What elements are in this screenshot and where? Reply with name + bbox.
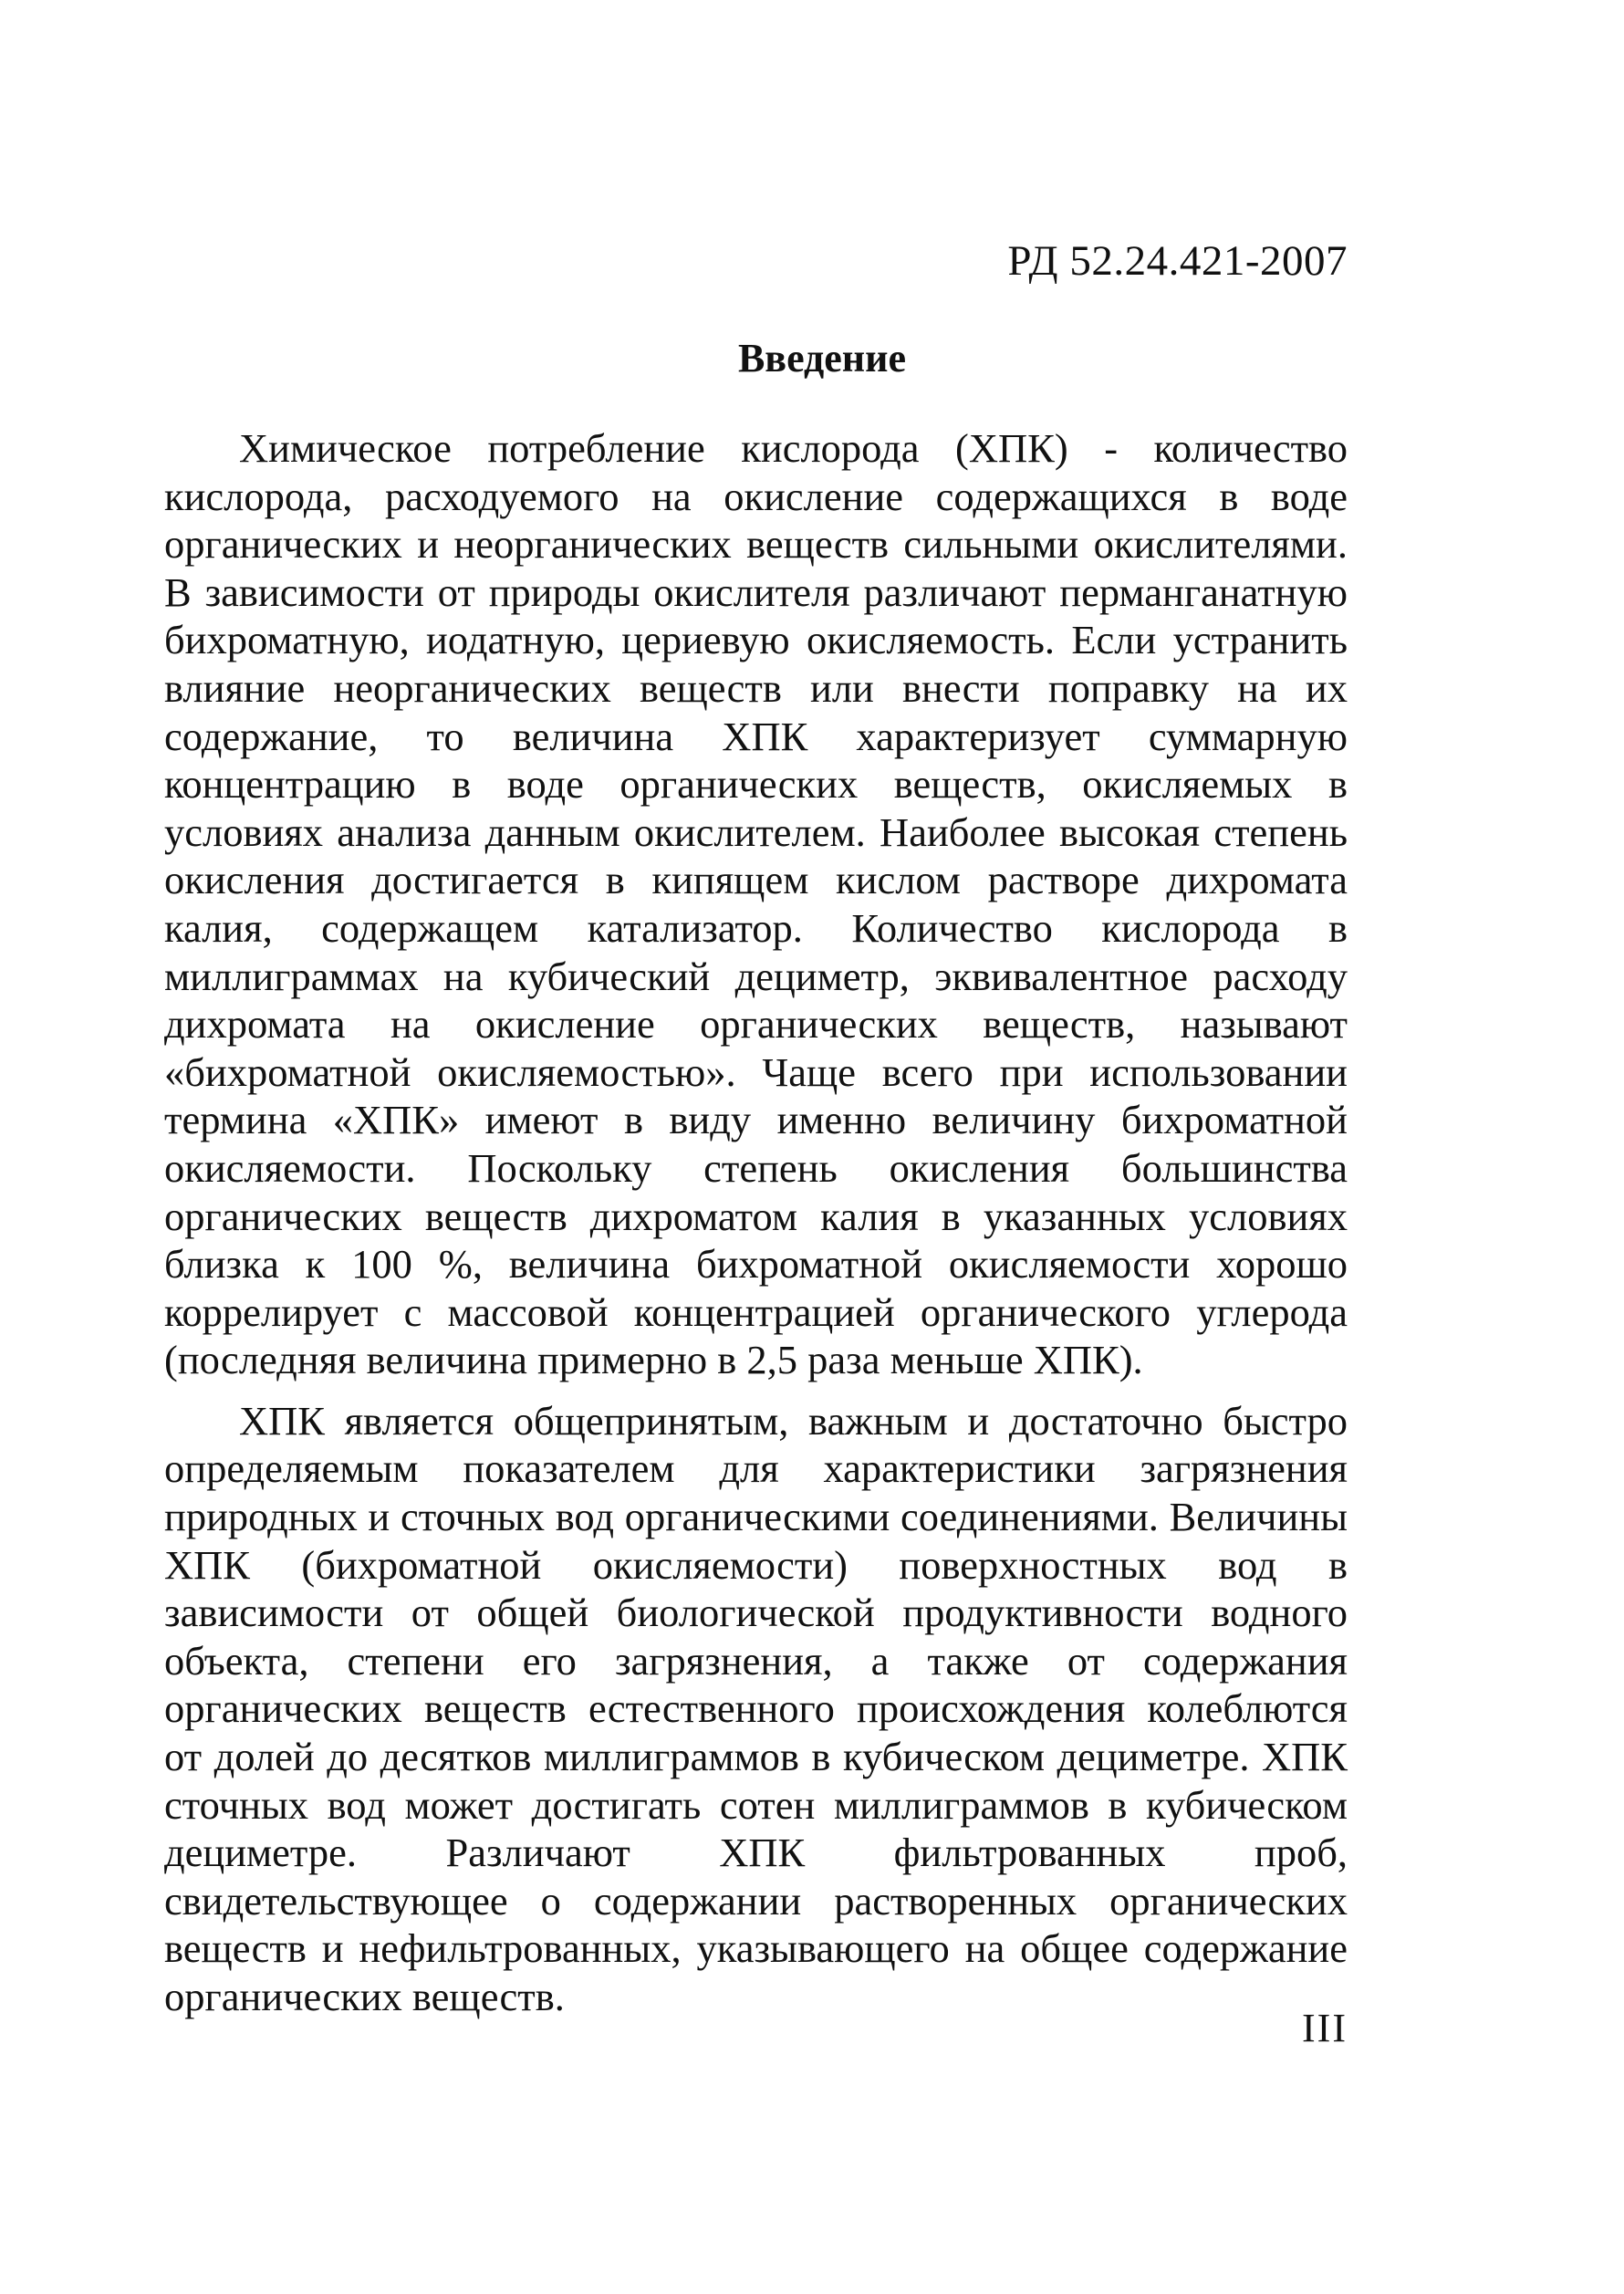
document-code: РД 52.24.421-2007 xyxy=(1007,237,1348,285)
section-heading: Введение xyxy=(737,336,907,381)
paragraph-1: Химическое потребление кислорода (ХПК) - количество кислорода, расходуемого на окисление содержащихся в воде органических и неорганических веществ сильными окислителями. В зависимости от природы окислителя различают перманганатную бихроматную, иодатную, цериевую окисляемость. Если устранить влияние неорганических веществ или внести поправку на их содержание, то величина ХПК характеризует суммарную концентрацию в воде органических веществ, окисляемых в условиях анализа данным окислителем. Наиболее высокая степень окисления достигается в кипящем кислом растворе дихромата калия, содержащем катализатор. Количество кислорода в миллиграммах на кубический дециметр, эквивалентное расходу дихромата на окисление органических веществ, называют «бихроматной окисляемостью». Чаще всего при использовании термина «ХПК» имеют в виду именно величину бихроматной окисляемости. Поскольку степень окисления большинства органических веществ дихроматом калия в указанных условиях близка к 100 %, величина бихроматной окисляемости хорошо коррелирует с массовой концентрацией органического углерода (последняя величина примерно в 2,5 раза меньше ХПК). xyxy=(164,425,1348,1383)
paragraph-2: ХПК является общепринятым, важным и достаточно быстро определяемым показателем для характеристики загрязнения природных и сточных вод органическими соединениями. Величины ХПК (бихроматной окисляемости) поверхностных вод в зависимости от общей биологической продуктивности водного объекта, степени его загрязнения, а также от содержания органических веществ естественного происхождения колеблются от долей до десятков миллиграммов в кубическом дециметре. ХПК сточных вод может достигать сотен миллиграммов в кубическом дециметре. Различают ХПК фильтрованных проб, свидетельствующее о содержании растворенных органических веществ и нефильтрованных, указывающего на общее содержание органических веществ. xyxy=(164,1397,1348,2019)
body-text xyxy=(164,424,1348,2021)
page-number: III xyxy=(1302,2006,1348,2050)
